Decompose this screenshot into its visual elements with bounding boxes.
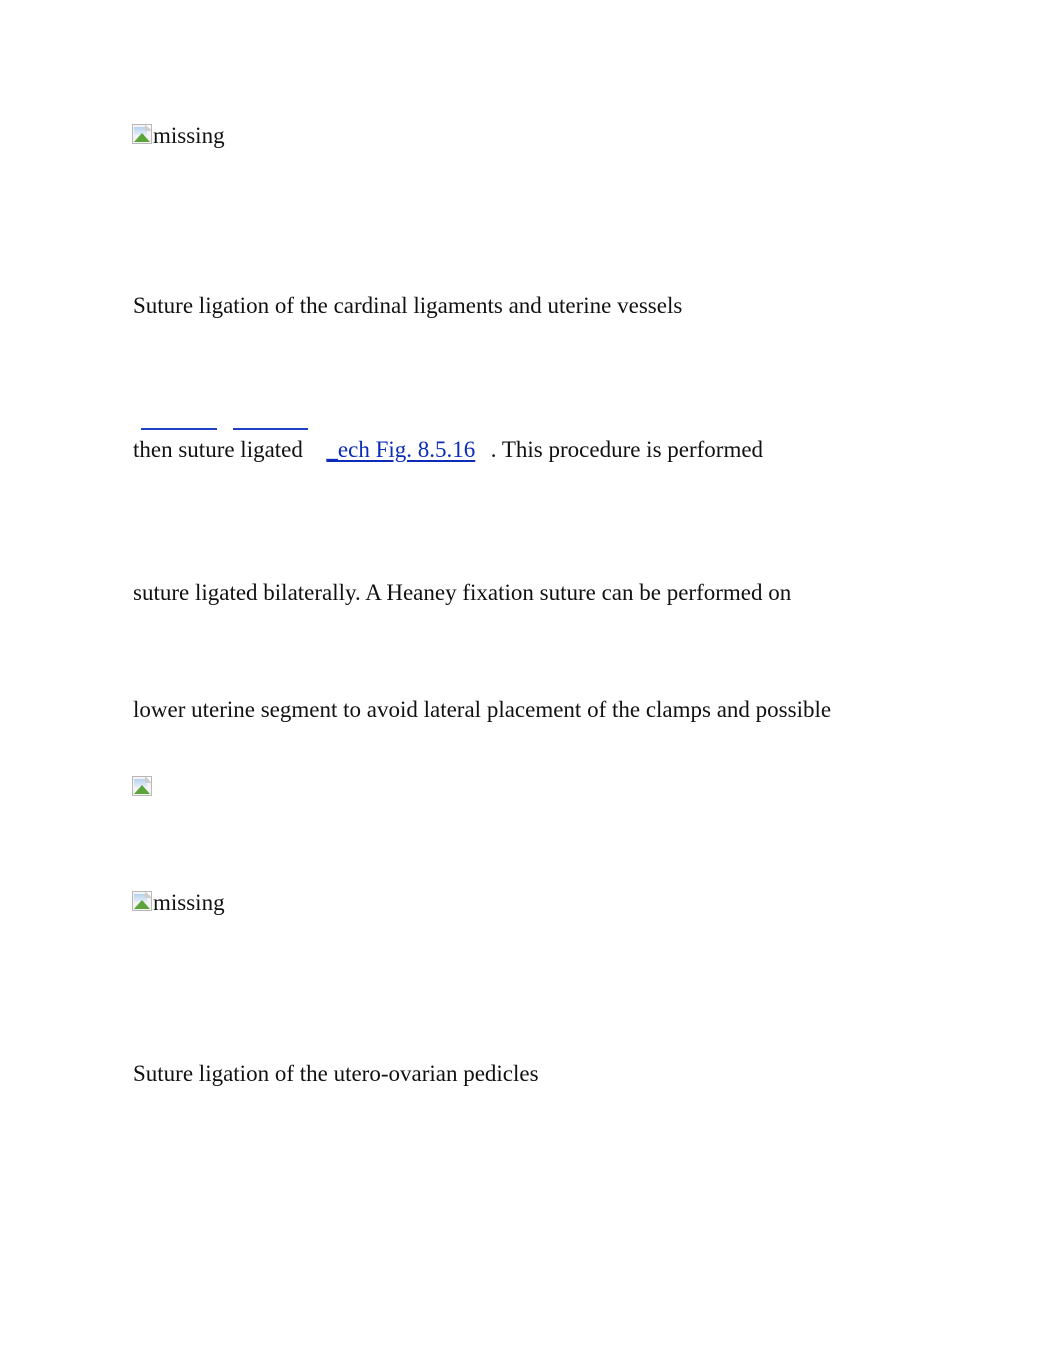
paragraph-line (133, 436, 763, 464)
paragraph-line: lower uterine segment to avoid lateral placement of the clamps and possible (133, 697, 832, 722)
paragraph-line: suture ligated bilaterally. A Heaney fixation suture can be performed on (133, 580, 792, 605)
broken-image-figure-2 (132, 776, 153, 802)
broken-image-icon (132, 124, 152, 144)
image-alt-text: missing (153, 123, 225, 148)
text-fragment: . This procedure is performed (490, 437, 764, 462)
text-fragment: then suture ligated (133, 437, 303, 462)
link-underline-fragment (141, 428, 217, 430)
figure-caption: Suture ligation of the cardinal ligaments and uterine vessels (133, 293, 683, 318)
image-alt-text: missing (153, 890, 225, 915)
figure-caption: Suture ligation of the utero-ovarian pedicles (133, 1061, 539, 1086)
broken-image-figure-1 (132, 122, 225, 150)
link-underline-fragment (233, 428, 308, 430)
broken-image-icon (132, 891, 152, 911)
broken-image-icon (132, 776, 152, 796)
broken-image-figure-3 (132, 889, 225, 917)
figure-reference-link[interactable]: _ech Fig. 8.5.16 (326, 437, 476, 462)
